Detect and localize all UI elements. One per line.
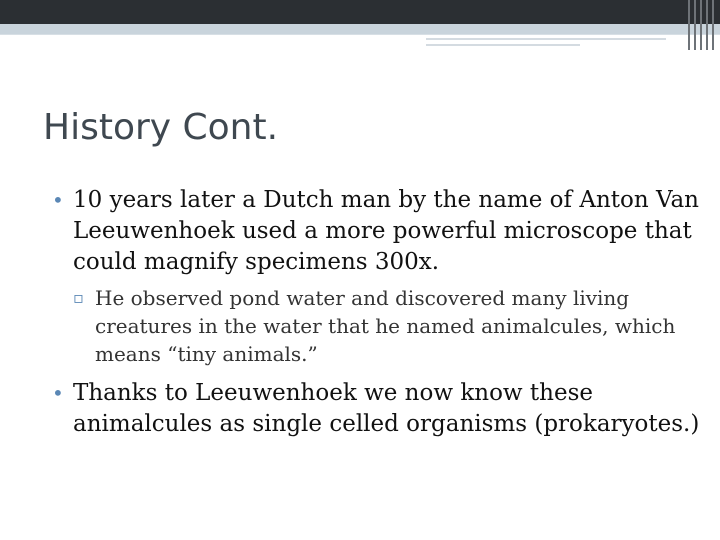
bullet-item	[40, 185, 700, 368]
bullet-marker: •	[52, 381, 64, 405]
sub-bullet-marker: ▫	[73, 288, 84, 307]
sub-bullet-item	[73, 284, 700, 368]
bullet-list	[40, 185, 700, 448]
bullet-text: 10 years later a Dutch man by the name of Anton Van Leeuwenhoek used a more powerful microscope that could magnify specimens 300x.	[73, 187, 699, 275]
sub-bullet-text: He observed pond water and discovered many living creatures in the water that he named animalcules, which means “tiny animals.”	[95, 286, 676, 366]
header-band-light	[0, 24, 720, 34]
bullet-text: Thanks to Leeuwenhoek we now know these animalcules as single celled organisms (prokaryotes.)	[73, 380, 700, 437]
sub-bullet-list	[73, 284, 700, 368]
bullet-item	[40, 378, 700, 440]
header-divider	[0, 34, 720, 35]
header-accent-line-short	[426, 44, 580, 46]
slide-title: History Cont.	[43, 107, 279, 148]
bullet-marker: •	[52, 188, 64, 212]
corner-stripes	[686, 0, 720, 50]
header-accent-line	[426, 38, 666, 40]
header-band-dark	[0, 0, 720, 24]
